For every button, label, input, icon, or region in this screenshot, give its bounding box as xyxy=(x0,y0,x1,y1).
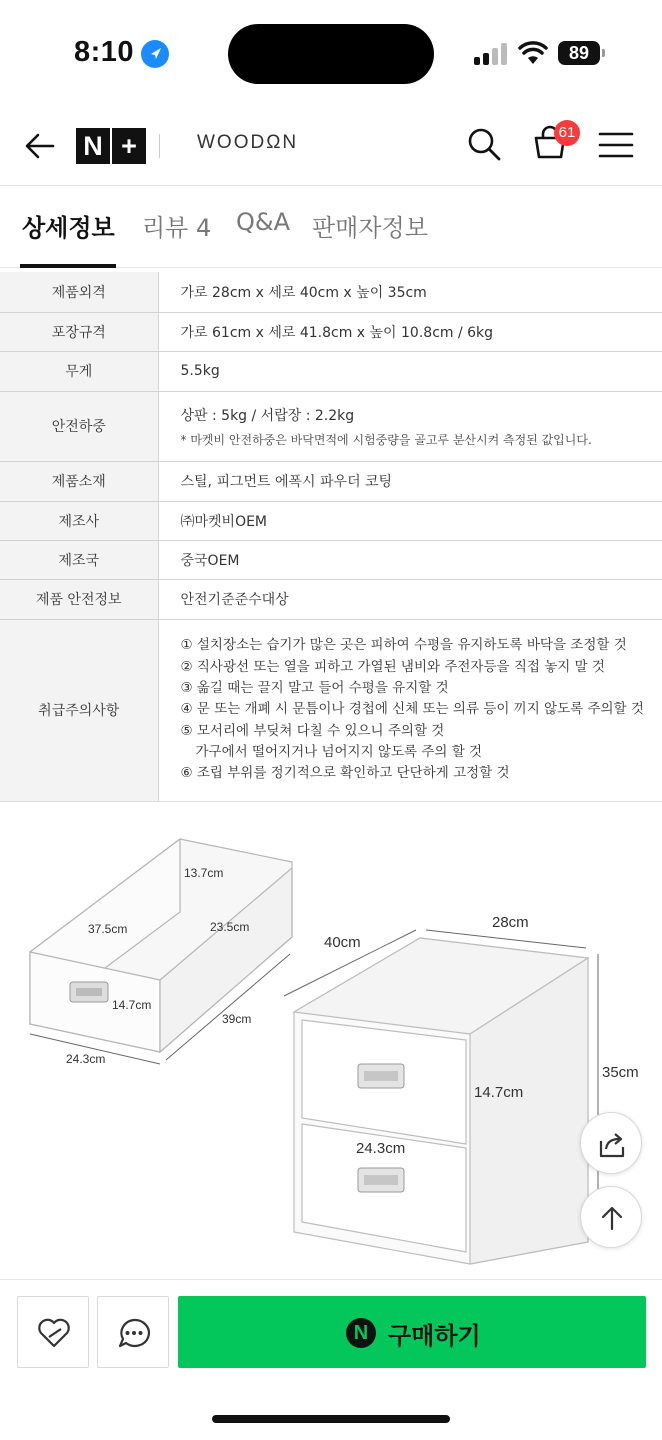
search-icon[interactable] xyxy=(466,126,502,162)
table-row xyxy=(0,501,662,540)
spec-key: 무게 xyxy=(0,351,158,391)
scroll-to-top-button[interactable] xyxy=(580,1186,642,1248)
spec-value: 5.5kg xyxy=(158,351,662,391)
spec-value: 스틸, 피그먼트 에폭시 파우더 코팅 xyxy=(158,461,662,501)
back-arrow-icon[interactable] xyxy=(22,128,58,164)
caution-line: ⑤ 모서리에 부딪쳐 다칠 수 있으니 주의할 것 xyxy=(180,722,445,739)
chat-bubble-icon xyxy=(116,1315,152,1351)
tab-qna[interactable]: Q&A xyxy=(236,208,291,236)
cabinet-drawer-width-label: 24.3cm xyxy=(356,1140,406,1157)
header-divider xyxy=(159,134,160,158)
buy-button[interactable] xyxy=(178,1296,646,1368)
drawer-inner-depth-label: 37.5cm xyxy=(88,922,128,936)
heart-icon xyxy=(36,1315,72,1351)
table-row xyxy=(0,312,662,351)
spec-key: 안전하중 xyxy=(0,391,158,461)
hamburger-menu-icon[interactable] xyxy=(598,130,634,160)
spec-table xyxy=(0,272,662,802)
store-brand-name[interactable]: WOODΩN xyxy=(197,132,299,153)
caution-line: 가구에서 떨어지거나 넘어지지 않도록 주의 할 것 xyxy=(195,743,483,760)
wishlist-button[interactable] xyxy=(17,1296,89,1368)
caution-line: ⑥ 조립 부위를 정기적으로 확인하고 단단하게 고정할 것 xyxy=(180,765,510,782)
cabinet-depth-label: 40cm xyxy=(324,934,361,951)
naver-plus-logo[interactable] xyxy=(76,128,146,164)
caution-line: ① 설치장소는 습기가 많은 곳은 피하여 수평을 유지하도록 바닥을 조정할 것 xyxy=(180,637,627,654)
share-icon xyxy=(597,1129,627,1159)
spec-value: 안전기준준수대상 xyxy=(158,579,662,619)
tab-details[interactable]: 상세정보 xyxy=(22,214,115,242)
home-indicator xyxy=(212,1415,450,1423)
caution-line: ③ 옮길 때는 끌지 말고 들어 수평을 유지할 것 xyxy=(180,680,449,697)
dynamic-island xyxy=(228,24,434,84)
spec-key: 제품외격 xyxy=(0,272,158,312)
table-row xyxy=(0,461,662,501)
drawer-height-label: 13.7cm xyxy=(184,866,224,880)
talk-talk-button[interactable] xyxy=(97,1296,169,1368)
tab-reviews[interactable]: 리뷰 4 xyxy=(142,214,212,242)
spec-key: 제조사 xyxy=(0,501,158,540)
arrow-up-icon xyxy=(597,1203,627,1233)
cabinet-drawer-height-label: 14.7cm xyxy=(474,1084,524,1101)
logo-n: N xyxy=(76,128,110,164)
spec-key: 제조국 xyxy=(0,540,158,579)
spec-value: 가로 61cm x 세로 41.8cm x 높이 10.8cm / 6kg xyxy=(158,312,662,351)
drawer-depth-label: 39cm xyxy=(222,1012,252,1026)
active-tab-indicator xyxy=(20,264,116,268)
spec-value: 가로 28cm x 세로 40cm x 높이 35cm xyxy=(158,272,662,312)
cellular-signal-icon xyxy=(474,43,510,65)
spec-value xyxy=(158,391,662,461)
dimension-diagram xyxy=(0,801,662,1279)
status-bar xyxy=(0,0,662,108)
caution-line: ④ 문 또는 개폐 시 문틈이나 경첩에 신체 또는 의류 등이 끼지 않도록 주의할 것 xyxy=(180,701,644,718)
table-row xyxy=(0,540,662,579)
load-note: * 마켓비 안전하중은 바닥면적에 시험중량을 골고루 분산시켜 측정된 값입니다. xyxy=(180,432,592,447)
cart-count-badge: 61 xyxy=(554,120,580,146)
naver-pay-icon: N xyxy=(346,1318,376,1348)
share-button[interactable] xyxy=(580,1112,642,1174)
spec-value: ㈜마켓비OEM xyxy=(158,501,662,540)
table-row xyxy=(0,351,662,391)
caution-line: ② 직사광선 또는 열을 피하고 가열된 냄비와 주전자등을 직접 놓지 말 것 xyxy=(180,658,605,675)
cabinet-width-label: 28cm xyxy=(492,914,529,931)
table-row xyxy=(0,619,662,801)
battery-indicator: 89 xyxy=(558,41,600,65)
spec-key: 제품 안전정보 xyxy=(0,579,158,619)
cabinet-height-label: 35cm xyxy=(602,1064,639,1081)
logo-plus: + xyxy=(112,128,146,164)
app-header xyxy=(0,108,662,186)
load-value: 상판 : 5kg / 서랍장 : 2.2kg xyxy=(180,407,355,424)
wifi-icon xyxy=(518,40,548,66)
table-row xyxy=(0,272,662,312)
spec-key: 포장규격 xyxy=(0,312,158,351)
drawer-inner-width-label: 23.5cm xyxy=(210,920,250,934)
table-row xyxy=(0,391,662,461)
table-row xyxy=(0,579,662,619)
spec-value: 중국OEM xyxy=(158,540,662,579)
drawer-front-height-label: 14.7cm xyxy=(112,998,152,1012)
spec-key: 취급주의사항 xyxy=(0,619,158,801)
spec-key: 제품소재 xyxy=(0,461,158,501)
product-tabs xyxy=(0,186,662,268)
diagram-drawing xyxy=(0,802,662,1280)
spec-value xyxy=(158,619,662,801)
location-arrow-icon xyxy=(141,40,169,68)
buy-button-label: 구매하기 xyxy=(388,1322,481,1350)
tab-seller-info[interactable]: 판매자정보 xyxy=(312,214,428,242)
status-time: 8:10 xyxy=(74,36,135,68)
drawer-width-label: 24.3cm xyxy=(66,1052,106,1066)
